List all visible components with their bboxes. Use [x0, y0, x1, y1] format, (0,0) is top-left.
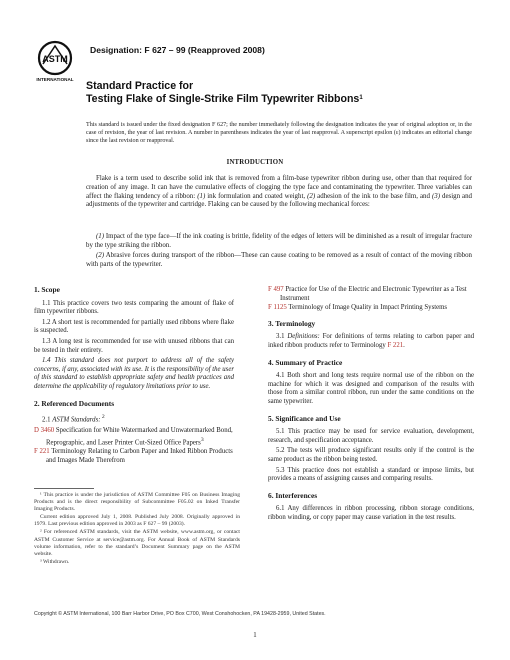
issuance-notice: This standard is issued under the fixed designation F 627; the number immediately following the designation indicates the year of original adoption or, in the case of revision, the year of last revision. A number in parentheses indicates the year of last reapproval. A superscript epsilon (ε) indicates an editorial change since the last revision or reapproval.: [86, 122, 472, 144]
page-number: 1: [253, 632, 257, 639]
summary-4-1: 4.1 Both short and long tests require normal use of the ribbon on the machine for which it was designed and comparison of the results with those from a similar control ribbon, run under the same conditions on the same typewriter.: [268, 372, 474, 405]
right-column: [268, 286, 474, 524]
title-line-1: Standard Practice for: [86, 80, 194, 92]
scope-1-4: 1.4 This standard does not purport to address all of the safety concerns, if any, associated with its use. It is the responsibility of the user of this standard to establish appropriate safety and health practices and determine the applicability of regulatory limitations prior to use.: [34, 357, 234, 390]
reference-link[interactable]: F 497: [268, 286, 284, 293]
significance-5-2: 5.2 The tests will produce significant results only if the control is the same product as the ribbon being tested.: [268, 447, 474, 463]
scope-1-3: 1.3 A long test is recommended for use with unused ribbons that can be tested in their entirety.: [34, 337, 234, 354]
scope-1-1: 1.1 This practice covers two tests comparing the amount of flake of film typewriter ribbons.: [34, 299, 234, 316]
referenced-documents-heading: 2. Referenced Documents: [34, 398, 115, 408]
svg-text:INTERNATIONAL: INTERNATIONAL: [36, 77, 74, 82]
terminology-heading: 3. Terminology: [268, 318, 316, 328]
copyright-line: Copyright © ASTM International, 100 Barr Harbor Drive, PO Box C700, West Conshohocken, PA 19428-2959, United States.: [34, 611, 326, 617]
introduction-heading: INTRODUCTION: [226, 159, 284, 166]
astm-logo: [34, 40, 76, 84]
reference-link[interactable]: D 3460: [34, 426, 55, 434]
terminology-3-1: 3.1 Definitions: For definitions of terms relating to carbon paper and inked ribbon products refer to Terminology F 221.: [268, 333, 474, 349]
scope-1-2: 1.2 A short test is recommended for partially used ribbons where flake is suspected.: [34, 318, 234, 335]
interferences-6-1: 6.1 Any differences in ribbon processing, ribbon storage conditions, ribbon winding, or copy paper may cause variation in the test results.: [268, 505, 474, 521]
footnote-3: ³ Withdrawn.: [40, 558, 70, 565]
footnote-1: ¹ This practice is under the jurisdiction of ASTM Committee F05 on Business Imaging Products and is the direct responsibility of Subcommittee F05.02 on Inked Transfer Imaging Products.: [34, 492, 240, 513]
footnote-1-edition: Current edition approved July 1, 2008. Published July 2008. Originally approved in 1979. Last previous edition approved in 2003 as F 627 – 99 (2003).: [34, 514, 240, 528]
interferences-heading: 6. Interferences: [268, 490, 318, 500]
footnote-divider: [34, 488, 94, 489]
title-footnote-mark: 1: [359, 95, 363, 101]
summary-heading: 4. Summary of Practice: [268, 357, 343, 367]
footnote-2: ² For referenced ASTM standards, visit the ASTM website, www.astm.org, or contact ASTM Customer Service at service@astm.org. For Annual Book of ASTM Standards volume information, refer to the standard’s Document Summary page on the ASTM website.: [34, 529, 240, 557]
intro-paragraph-2: (1) Impact of the type face—If the ink coating is brittle, fidelity of the edges of letters will be diminished as a result of irregular fracture by the type striking the ribbon.: [86, 233, 472, 249]
astm-standards-intro: 2.1 ASTM Standards: $^2$: [42, 414, 105, 424]
title-line-2: Testing Flake of Single-Strike Film Typewriter Ribbons$^1$: [86, 93, 363, 105]
footnotes: [34, 492, 240, 567]
svg-text:ASTM: ASTM: [42, 54, 68, 64]
reference-link[interactable]: F 1125: [268, 304, 287, 312]
reference-f221: F 221 Terminology Relating to Carbon Paper and Inked Ribbon Products and Images Made Therefrom: [34, 448, 233, 465]
intro-paragraph-3: (2) Abrasive forces during transport of the ribbon—These can cause coating to be removed as a result of contact of the moving ribbon with parts of the typewriter.: [86, 252, 472, 268]
scope-heading: 1. Scope: [34, 285, 60, 294]
reference-f497: F 497 Practice for Use of the Electric and Electronic Typewriter as a Test Instrument: [268, 286, 467, 302]
designation: Designation: F 627 – 99 (Reapproved 2008): [90, 45, 265, 55]
left-column: [34, 286, 234, 467]
reference-d3460: D 3460 Specification for White Watermarked and Unwatermarked Bond, Reprographic, and Laser Printer Cut-Sized Office Papers$^3$: [34, 426, 233, 446]
reference-f1125: F 1125 Terminology of Image Quality in Impact Printing Systems: [268, 304, 448, 312]
terminology-f221-link[interactable]: F 221: [387, 341, 404, 349]
intro-paragraph-1: Flake is a term used to describe solid ink that is removed from a film-base typewriter ribbon during use, other than that required for creation of any image. It can have the cumulative effects of clogging the type face and contaminating the typewriter. Three variables can affect the flaking tendency of a ribbon: (1) ink formulation and coated weight, (2) adhesion of the ink to the base film, and (3) design and adjustments of the typewriter and cartridge. Flaking can be caused by the following mechanical forces:: [86, 175, 472, 209]
significance-heading: 5. Significance and Use: [268, 413, 341, 423]
reference-link[interactable]: F 221: [34, 448, 50, 456]
document-title: [86, 80, 466, 106]
significance-5-3: 5.3 This practice does not establish a standard or impose limits, but provides a means of assigning causes and comparing results.: [268, 466, 474, 483]
significance-5-1: 5.1 This practice may be used for service evaluation, development, research, and specification acceptance.: [268, 428, 474, 444]
